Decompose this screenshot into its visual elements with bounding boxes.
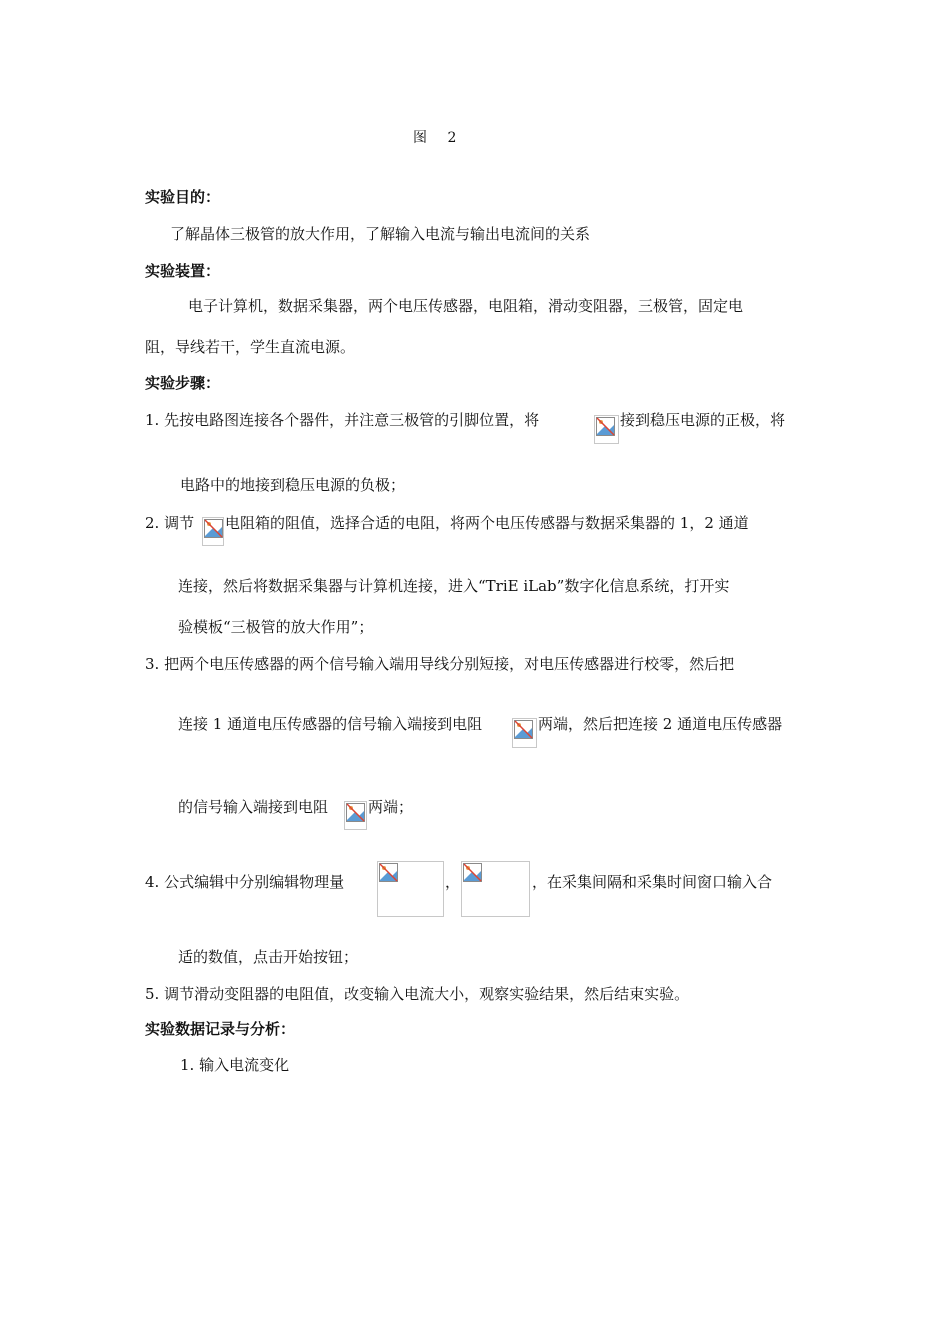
apparatus-text-line-1: 电子计算机，数据采集器，两个电压传感器，电阻箱，滑动变阻器，三极管，固定电 [188,297,744,315]
step-2-text-a: 2. 调节 [145,514,195,532]
step-4-text-c: 适的数值，点击开始按钮； [178,948,359,966]
step-3-text-d: 的信号输入端接到电阻 [178,798,329,816]
broken-image-icon [344,801,367,830]
step-3-text-a: 3. 把两个电压传感器的两个信号输入端用导线分别短接，对电压传感器进行校零，然后把 [145,655,735,673]
section-title-analysis: 实验数据记录与分析： [145,1020,296,1038]
broken-image-icon [377,861,444,917]
step-2-text-b: 电阻箱的阻值，选择合适的电阻，将两个电压传感器与数据采集器的 1，2 通道 [225,514,749,532]
step-3-text-b: 连接 1 通道电压传感器的信号输入端接到电阻 [178,715,483,733]
broken-image-icon [202,517,224,546]
step-3-text-c: 两端，然后把连接 2 通道电压传感器 [538,715,783,733]
step-1-text-a: 1. 先按电路图连接各个器件，并注意三极管的引脚位置，将 [145,411,540,429]
figure-caption: 图 2 [413,130,465,146]
steps-title: 实验步骤： [145,374,221,392]
step-1-text-b: 接到稳压电源的正极，将 [620,411,786,429]
broken-image-icon [594,415,619,444]
step-1-text-c: 电路中的地接到稳压电源的负极； [180,476,406,494]
broken-image-icon [461,861,530,917]
step-4-text-a: 4. 公式编辑中分别编辑物理量 [145,873,345,891]
step-3-text-e: 两端； [368,798,414,816]
section-title-apparatus: 实验装置： [145,262,221,280]
broken-image-icon [512,718,537,748]
apparatus-text-line-2: 阻，导线若干，学生直流电源。 [145,338,356,356]
step-4-separator: ， [445,873,461,891]
analysis-item-1: 1. 输入电流变化 [180,1056,290,1074]
step-2-text-c: 连接，然后将数据采集器与计算机连接，进入“TriE iLab”数字化信息系统，打开实 [178,577,730,595]
step-5-text: 5. 调节滑动变阻器的电阻值，改变输入电流大小，观察实验结果，然后结束实验。 [145,985,690,1003]
section-title-purpose: 实验目的： [145,188,221,206]
step-4-text-b: ，在采集间隔和采集时间窗口输入合 [532,873,773,891]
step-2-text-d: 验模板“三极管的放大作用”； [178,618,374,636]
purpose-text: 了解晶体三极管的放大作用，了解输入电流与输出电流间的关系 [170,225,591,243]
